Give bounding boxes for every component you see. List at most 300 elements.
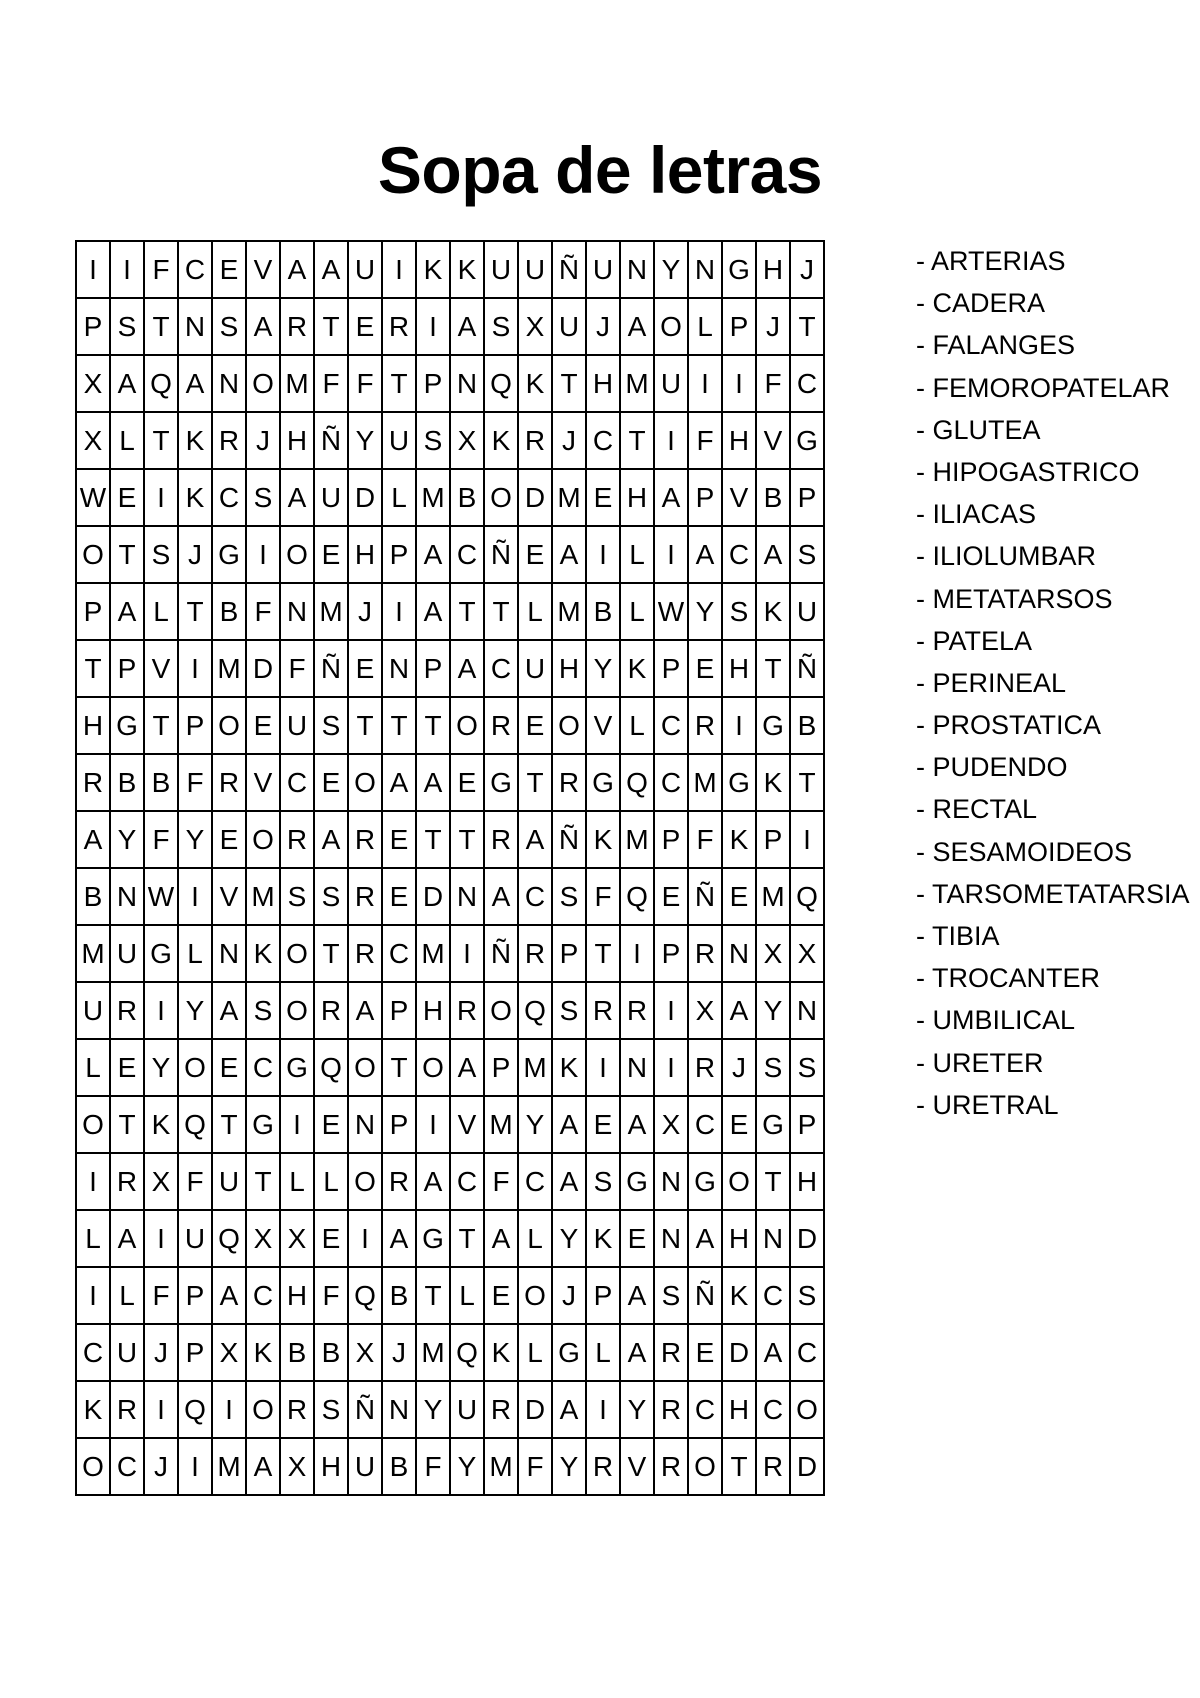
grid-cell: Y [416, 1381, 450, 1438]
grid-cell: P [76, 583, 110, 640]
grid-cell: T [790, 298, 824, 355]
grid-cell: L [518, 583, 552, 640]
grid-cell: S [552, 982, 586, 1039]
grid-cell: F [178, 754, 212, 811]
grid-cell: A [620, 1267, 654, 1324]
grid-cell: R [484, 697, 518, 754]
grid-cell: T [416, 811, 450, 868]
word-list-item: - CADERA [916, 282, 1190, 324]
grid-cell: R [212, 754, 246, 811]
grid-row [76, 1381, 824, 1438]
grid-cell: H [722, 412, 756, 469]
grid-cell: K [552, 1039, 586, 1096]
grid-cell: E [518, 526, 552, 583]
grid-cell: A [110, 1210, 144, 1267]
grid-cell: H [756, 241, 790, 298]
grid-cell: T [518, 754, 552, 811]
grid-cell: Y [654, 241, 688, 298]
grid-cell: M [552, 583, 586, 640]
grid-cell: A [212, 982, 246, 1039]
grid-cell: A [552, 1153, 586, 1210]
grid-cell: Y [552, 1438, 586, 1495]
grid-cell: C [688, 1381, 722, 1438]
grid-cell: D [518, 1381, 552, 1438]
word-list-item: - URETER [916, 1042, 1190, 1084]
grid-cell: V [212, 868, 246, 925]
grid-row [76, 469, 824, 526]
grid-cell: A [518, 811, 552, 868]
grid-cell: V [722, 469, 756, 526]
grid-cell: S [586, 1153, 620, 1210]
grid-cell: V [144, 640, 178, 697]
grid-cell: O [518, 1267, 552, 1324]
grid-cell: D [518, 469, 552, 526]
grid-cell: Ñ [348, 1381, 382, 1438]
grid-cell: O [280, 526, 314, 583]
grid-cell: R [450, 982, 484, 1039]
grid-cell: I [178, 640, 212, 697]
grid-cell: R [348, 868, 382, 925]
grid-cell: F [178, 1153, 212, 1210]
grid-cell: X [688, 982, 722, 1039]
grid-cell: P [790, 1096, 824, 1153]
word-list-item: - FEMOROPATELAR [916, 367, 1190, 409]
grid-cell: O [348, 1039, 382, 1096]
grid-cell: N [688, 241, 722, 298]
grid-cell: P [756, 811, 790, 868]
word-list-item: - ILIOLUMBAR [916, 535, 1190, 577]
grid-cell: N [450, 355, 484, 412]
word-list-item: - ILIACAS [916, 493, 1190, 535]
grid-cell: R [518, 925, 552, 982]
grid-cell: G [144, 925, 178, 982]
grid-cell: A [620, 1324, 654, 1381]
grid-row [76, 1210, 824, 1267]
grid-cell: U [484, 241, 518, 298]
word-list-item: - UMBILICAL [916, 999, 1190, 1041]
grid-cell: G [722, 241, 756, 298]
grid-cell: A [314, 241, 348, 298]
grid-cell: C [450, 1153, 484, 1210]
grid-cell: P [382, 982, 416, 1039]
grid-cell: R [280, 1381, 314, 1438]
word-list-item: - TIBIA [916, 915, 1190, 957]
grid-cell: X [76, 412, 110, 469]
grid-cell: W [654, 583, 688, 640]
grid-cell: U [280, 697, 314, 754]
grid-cell: A [246, 298, 280, 355]
grid-cell: U [518, 640, 552, 697]
grid-cell: R [654, 1324, 688, 1381]
grid-cell: E [722, 868, 756, 925]
grid-cell: H [790, 1153, 824, 1210]
grid-cell: E [314, 754, 348, 811]
grid-cell: X [756, 925, 790, 982]
grid-cell: H [416, 982, 450, 1039]
grid-cell: L [178, 925, 212, 982]
grid-cell: Ñ [552, 811, 586, 868]
grid-cell: E [348, 640, 382, 697]
grid-cell: K [246, 1324, 280, 1381]
grid-cell: U [654, 355, 688, 412]
grid-cell: I [586, 1381, 620, 1438]
grid-cell: N [790, 982, 824, 1039]
grid-cell: L [450, 1267, 484, 1324]
grid-cell: H [76, 697, 110, 754]
grid-cell: M [416, 1324, 450, 1381]
grid-cell: O [688, 1438, 722, 1495]
grid-cell: I [178, 1438, 212, 1495]
grid-cell: R [484, 1381, 518, 1438]
grid-cell: N [110, 868, 144, 925]
grid-cell: Y [178, 982, 212, 1039]
grid-cell: O [246, 355, 280, 412]
word-list-item: - TARSOMETATARSIA [916, 873, 1190, 915]
grid-cell: F [314, 355, 348, 412]
grid-cell: F [688, 412, 722, 469]
grid-cell: O [280, 925, 314, 982]
grid-cell: Q [620, 754, 654, 811]
grid-cell: T [484, 583, 518, 640]
grid-cell: O [484, 982, 518, 1039]
grid-cell: T [722, 1438, 756, 1495]
grid-cell: U [518, 241, 552, 298]
grid-cell: G [280, 1039, 314, 1096]
grid-cell: R [654, 1381, 688, 1438]
grid-cell: A [450, 298, 484, 355]
grid-cell: A [382, 1210, 416, 1267]
word-list-item: - GLUTEA [916, 409, 1190, 451]
grid-cell: P [586, 1267, 620, 1324]
grid-cell: C [586, 412, 620, 469]
grid-cell: S [314, 697, 348, 754]
grid-cell: K [484, 412, 518, 469]
grid-cell: X [518, 298, 552, 355]
grid-cell: K [722, 811, 756, 868]
grid-cell: C [76, 1324, 110, 1381]
grid-cell: C [484, 640, 518, 697]
grid-cell: I [144, 1210, 178, 1267]
grid-cell: Ñ [314, 412, 348, 469]
grid-cell: M [416, 469, 450, 526]
grid-cell: R [688, 1039, 722, 1096]
grid-cell: O [552, 697, 586, 754]
grid-cell: M [280, 355, 314, 412]
grid-cell: T [178, 583, 212, 640]
grid-cell: O [722, 1153, 756, 1210]
grid-cell: I [76, 241, 110, 298]
grid-cell: A [280, 241, 314, 298]
grid-row [76, 583, 824, 640]
grid-cell: V [620, 1438, 654, 1495]
grid-cell: R [76, 754, 110, 811]
grid-cell: I [76, 1267, 110, 1324]
grid-cell: I [416, 298, 450, 355]
grid-cell: X [450, 412, 484, 469]
grid-cell: A [246, 1438, 280, 1495]
grid-cell: Q [348, 1267, 382, 1324]
grid-cell: F [688, 811, 722, 868]
grid-cell: F [246, 583, 280, 640]
grid-cell: A [178, 355, 212, 412]
grid-cell: X [280, 1210, 314, 1267]
grid-cell: P [654, 640, 688, 697]
grid-cell: G [246, 1096, 280, 1153]
word-list-item: - SESAMOIDEOS [916, 831, 1190, 873]
grid-cell: F [518, 1438, 552, 1495]
grid-cell: Q [450, 1324, 484, 1381]
grid-cell: R [314, 982, 348, 1039]
grid-cell: Q [178, 1096, 212, 1153]
grid-cell: N [280, 583, 314, 640]
grid-cell: M [552, 469, 586, 526]
grid-cell: R [382, 1153, 416, 1210]
grid-cell: Q [144, 355, 178, 412]
word-list-item: - TROCANTER [916, 957, 1190, 999]
grid-cell: I [76, 1153, 110, 1210]
grid-cell: K [586, 811, 620, 868]
grid-cell: Ñ [790, 640, 824, 697]
word-list-item: - PROSTATICA [916, 704, 1190, 746]
grid-cell: U [790, 583, 824, 640]
grid-cell: G [212, 526, 246, 583]
grid-cell: M [484, 1438, 518, 1495]
grid-cell: E [688, 1324, 722, 1381]
grid-cell: Y [756, 982, 790, 1039]
grid-cell: T [382, 697, 416, 754]
grid-cell: K [246, 925, 280, 982]
grid-row [76, 241, 824, 298]
grid-cell: L [382, 469, 416, 526]
grid-cell: H [552, 640, 586, 697]
grid-cell: M [212, 1438, 246, 1495]
grid-cell: T [76, 640, 110, 697]
grid-cell: R [586, 1438, 620, 1495]
grid-cell: K [756, 583, 790, 640]
grid-cell: L [620, 697, 654, 754]
grid-cell: P [178, 1267, 212, 1324]
grid-cell: I [382, 583, 416, 640]
grid-cell: J [348, 583, 382, 640]
grid-cell: N [178, 298, 212, 355]
grid-cell: F [484, 1153, 518, 1210]
grid-cell: N [620, 241, 654, 298]
grid-cell: I [348, 1210, 382, 1267]
grid-cell: F [144, 1267, 178, 1324]
grid-cell: O [654, 298, 688, 355]
grid-cell: R [688, 925, 722, 982]
grid-cell: W [76, 469, 110, 526]
grid-cell: B [76, 868, 110, 925]
grid-cell: H [722, 1210, 756, 1267]
grid-cell: L [620, 526, 654, 583]
grid-cell: V [246, 241, 280, 298]
grid-cell: B [382, 1267, 416, 1324]
grid-cell: D [416, 868, 450, 925]
grid-cell: U [348, 241, 382, 298]
grid-cell: U [212, 1153, 246, 1210]
grid-cell: J [586, 298, 620, 355]
grid-cell: O [246, 1381, 280, 1438]
grid-cell: B [314, 1324, 348, 1381]
grid-cell: E [382, 868, 416, 925]
grid-cell: L [280, 1153, 314, 1210]
grid-cell: L [688, 298, 722, 355]
grid-cell: Q [212, 1210, 246, 1267]
grid-cell: J [246, 412, 280, 469]
grid-cell: S [654, 1267, 688, 1324]
grid-cell: A [756, 526, 790, 583]
grid-cell: L [110, 412, 144, 469]
grid-cell: T [620, 412, 654, 469]
grid-cell: C [280, 754, 314, 811]
grid-cell: A [552, 526, 586, 583]
grid-cell: C [790, 355, 824, 412]
grid-cell: I [178, 868, 212, 925]
grid-cell: N [722, 925, 756, 982]
grid-cell: T [144, 298, 178, 355]
grid-cell: U [382, 412, 416, 469]
grid-cell: S [484, 298, 518, 355]
grid-cell: U [110, 925, 144, 982]
grid-cell: Q [620, 868, 654, 925]
grid-cell: O [790, 1381, 824, 1438]
grid-cell: I [382, 241, 416, 298]
word-list-item: - HIPOGASTRICO [916, 451, 1190, 493]
grid-cell: G [790, 412, 824, 469]
grid-cell: Y [518, 1096, 552, 1153]
grid-cell: P [688, 469, 722, 526]
grid-cell: H [280, 1267, 314, 1324]
grid-cell: T [348, 697, 382, 754]
grid-cell: R [756, 1438, 790, 1495]
grid-cell: Y [348, 412, 382, 469]
grid-cell: I [416, 1096, 450, 1153]
grid-cell: P [722, 298, 756, 355]
grid-cell: S [790, 1039, 824, 1096]
page-title: Sopa de letras [377, 133, 823, 208]
grid-cell: T [790, 754, 824, 811]
grid-cell: I [654, 412, 688, 469]
grid-cell: R [382, 298, 416, 355]
grid-cell: A [314, 811, 348, 868]
grid-cell: C [450, 526, 484, 583]
grid-cell: A [110, 355, 144, 412]
grid-cell: G [620, 1153, 654, 1210]
grid-cell: I [654, 982, 688, 1039]
grid-cell: N [620, 1039, 654, 1096]
grid-cell: K [756, 754, 790, 811]
grid-cell: M [314, 583, 348, 640]
grid-cell: S [280, 868, 314, 925]
grid-cell: L [110, 1267, 144, 1324]
grid-cell: D [348, 469, 382, 526]
grid-cell: J [790, 241, 824, 298]
grid-cell: N [348, 1096, 382, 1153]
grid-cell: C [246, 1267, 280, 1324]
letter-grid [75, 240, 825, 1496]
grid-cell: R [280, 298, 314, 355]
grid-cell: K [484, 1324, 518, 1381]
grid-cell: C [518, 868, 552, 925]
grid-cell: S [110, 298, 144, 355]
grid-cell: A [620, 1096, 654, 1153]
grid-cell: U [348, 1438, 382, 1495]
grid-cell: D [722, 1324, 756, 1381]
grid-cell: C [654, 697, 688, 754]
grid-cell: Y [586, 640, 620, 697]
grid-cell: C [178, 241, 212, 298]
grid-cell: F [144, 811, 178, 868]
grid-cell: P [382, 1096, 416, 1153]
grid-cell: U [110, 1324, 144, 1381]
grid-row [76, 868, 824, 925]
grid-cell: E [586, 469, 620, 526]
grid-cell: K [416, 241, 450, 298]
grid-cell: Ñ [552, 241, 586, 298]
grid-cell: O [76, 1096, 110, 1153]
grid-cell: A [416, 754, 450, 811]
grid-cell: G [110, 697, 144, 754]
grid-cell: B [790, 697, 824, 754]
grid-cell: A [722, 982, 756, 1039]
grid-cell: L [518, 1210, 552, 1267]
grid-cell: Y [688, 583, 722, 640]
grid-cell: X [348, 1324, 382, 1381]
grid-cell: O [280, 982, 314, 1039]
grid-cell: K [178, 469, 212, 526]
grid-cell: R [518, 412, 552, 469]
grid-cell: T [382, 355, 416, 412]
grid-cell: B [212, 583, 246, 640]
grid-cell: N [212, 355, 246, 412]
grid-cell: G [586, 754, 620, 811]
grid-cell: U [76, 982, 110, 1039]
grid-cell: E [484, 1267, 518, 1324]
grid-cell: P [110, 640, 144, 697]
grid-cell: A [450, 640, 484, 697]
grid-cell: P [382, 526, 416, 583]
word-list-item: - PUDENDO [916, 746, 1190, 788]
grid-cell: K [620, 640, 654, 697]
grid-cell: I [654, 526, 688, 583]
grid-cell: A [484, 868, 518, 925]
grid-cell: E [620, 1210, 654, 1267]
grid-cell: A [654, 469, 688, 526]
grid-cell: G [688, 1153, 722, 1210]
grid-cell: H [722, 640, 756, 697]
grid-cell: K [586, 1210, 620, 1267]
word-list-item: - URETRAL [916, 1084, 1190, 1126]
grid-cell: R [110, 1381, 144, 1438]
grid-cell: N [654, 1210, 688, 1267]
grid-cell: M [416, 925, 450, 982]
grid-cell: A [484, 1210, 518, 1267]
grid-cell: A [416, 526, 450, 583]
grid-cell: O [76, 1438, 110, 1495]
grid-cell: Q [178, 1381, 212, 1438]
grid-cell: I [722, 355, 756, 412]
grid-cell: W [144, 868, 178, 925]
grid-cell: F [280, 640, 314, 697]
grid-cell: E [212, 811, 246, 868]
grid-cell: C [246, 1039, 280, 1096]
grid-cell: P [654, 925, 688, 982]
grid-cell: C [790, 1324, 824, 1381]
grid-cell: E [110, 469, 144, 526]
grid-cell: E [722, 1096, 756, 1153]
grid-cell: S [756, 1039, 790, 1096]
